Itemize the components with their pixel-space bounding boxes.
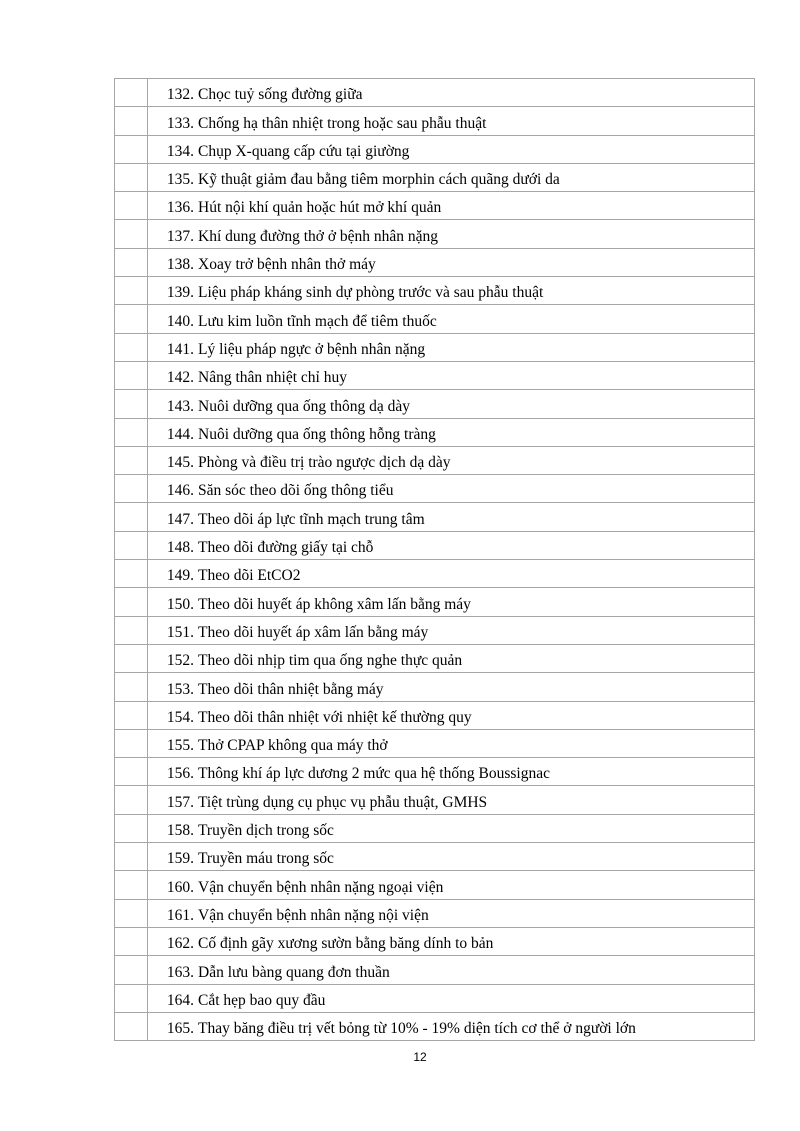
row-content xyxy=(148,567,754,587)
row-content xyxy=(148,228,754,248)
procedure-table-body xyxy=(115,79,755,1041)
procedure-number: 156. xyxy=(166,765,194,783)
row-content-cell xyxy=(148,220,755,248)
procedure-number: 138. xyxy=(166,256,194,274)
row-blank-cell xyxy=(115,475,148,503)
procedure-name: Truyền máu trong sốc xyxy=(198,850,334,868)
row-content xyxy=(148,313,754,333)
procedure-number: 145. xyxy=(166,454,194,472)
procedure-number: 137. xyxy=(166,227,194,245)
table-row xyxy=(115,1012,755,1040)
row-content-cell xyxy=(148,418,755,446)
procedure-name: Dẫn lưu bàng quang đơn thuần xyxy=(198,963,390,981)
table-row xyxy=(115,927,755,955)
procedure-number: 164. xyxy=(166,991,194,1009)
row-content xyxy=(148,964,754,984)
table-row xyxy=(115,248,755,276)
row-content xyxy=(148,171,754,191)
procedure-name: Xoay trở bệnh nhân thở máy xyxy=(198,256,376,274)
table-row xyxy=(115,814,755,842)
procedure-number: 149. xyxy=(166,567,194,585)
procedure-name: Theo dõi thân nhiệt bằng máy xyxy=(198,680,384,698)
row-blank-cell xyxy=(115,616,148,644)
procedure-number: 135. xyxy=(166,171,194,189)
row-blank-cell xyxy=(115,333,148,361)
row-content-cell xyxy=(148,192,755,220)
procedure-number: 143. xyxy=(166,397,194,415)
row-content-cell xyxy=(148,786,755,814)
row-content xyxy=(148,454,754,474)
row-content-cell xyxy=(148,277,755,305)
table-row xyxy=(115,503,755,531)
procedure-name: Vận chuyển bệnh nhân nặng ngoại viện xyxy=(198,878,444,896)
row-blank-cell xyxy=(115,927,148,955)
procedure-number: 140. xyxy=(166,312,194,330)
table-row xyxy=(115,729,755,757)
procedure-name: Thở CPAP không qua máy thở xyxy=(198,737,388,755)
row-content-cell xyxy=(148,673,755,701)
row-content xyxy=(148,681,754,701)
page-number: 12 xyxy=(413,1050,427,1064)
table-row xyxy=(115,899,755,927)
table-row xyxy=(115,616,755,644)
row-content xyxy=(148,709,754,729)
row-content xyxy=(148,511,754,531)
row-content-cell xyxy=(148,531,755,559)
row-content xyxy=(148,992,754,1012)
procedure-name: Hút nội khí quản hoặc hút mở khí quản xyxy=(198,199,442,217)
table-row xyxy=(115,956,755,984)
row-blank-cell xyxy=(115,701,148,729)
row-content-cell xyxy=(148,984,755,1012)
row-content xyxy=(148,86,754,106)
row-blank-cell xyxy=(115,871,148,899)
row-content xyxy=(148,143,754,163)
procedure-name: Nâng thân nhiệt chỉ huy xyxy=(198,369,347,387)
row-content xyxy=(148,935,754,955)
row-content-cell xyxy=(148,729,755,757)
row-blank-cell xyxy=(115,163,148,191)
procedure-name: Phòng và điều trị trào ngược dịch dạ dày xyxy=(198,454,451,472)
row-blank-cell xyxy=(115,418,148,446)
table-row xyxy=(115,786,755,814)
row-content-cell xyxy=(148,956,755,984)
procedure-name: Theo dõi áp lực tĩnh mạch trung tâm xyxy=(198,510,425,528)
row-content xyxy=(148,765,754,785)
procedure-number: 162. xyxy=(166,935,194,953)
row-blank-cell xyxy=(115,390,148,418)
table-row xyxy=(115,135,755,163)
row-content xyxy=(148,850,754,870)
row-blank-cell xyxy=(115,843,148,871)
row-content-cell xyxy=(148,390,755,418)
row-content xyxy=(148,284,754,304)
row-content-cell xyxy=(148,560,755,588)
procedure-name: Theo dõi nhịp tim qua ống nghe thực quản xyxy=(198,652,463,670)
table-row xyxy=(115,560,755,588)
row-content-cell xyxy=(148,843,755,871)
procedure-number: 152. xyxy=(166,652,194,670)
table-row xyxy=(115,701,755,729)
table-row xyxy=(115,984,755,1012)
row-content-cell xyxy=(148,1012,755,1040)
row-blank-cell xyxy=(115,192,148,220)
row-blank-cell xyxy=(115,758,148,786)
row-content-cell xyxy=(148,333,755,361)
procedure-number: 148. xyxy=(166,539,194,557)
row-blank-cell xyxy=(115,786,148,814)
row-content xyxy=(148,737,754,757)
procedure-number: 158. xyxy=(166,822,194,840)
table-row xyxy=(115,588,755,616)
procedure-number: 133. xyxy=(166,114,194,132)
row-content-cell xyxy=(148,248,755,276)
table-row xyxy=(115,843,755,871)
row-content xyxy=(148,482,754,502)
row-content-cell xyxy=(148,107,755,135)
procedure-name: Theo dõi EtCO2 xyxy=(198,567,301,585)
procedure-number: 144. xyxy=(166,425,194,443)
procedure-number: 157. xyxy=(166,793,194,811)
row-blank-cell xyxy=(115,588,148,616)
procedure-number: 146. xyxy=(166,482,194,500)
row-content-cell xyxy=(148,446,755,474)
table-row xyxy=(115,446,755,474)
procedure-name: Tiệt trùng dụng cụ phục vụ phẫu thuật, GMHS xyxy=(198,793,488,811)
procedure-number: 150. xyxy=(166,595,194,613)
procedure-number: 132. xyxy=(166,86,194,104)
procedure-name: Theo dõi thân nhiệt với nhiệt kế thường quy xyxy=(198,708,472,726)
row-blank-cell xyxy=(115,729,148,757)
row-content-cell xyxy=(148,899,755,927)
procedure-number: 154. xyxy=(166,708,194,726)
procedure-name: Khí dung đường thở ở bệnh nhân nặng xyxy=(198,227,439,245)
table-row xyxy=(115,418,755,446)
procedure-name: Vận chuyển bệnh nhân nặng nội viện xyxy=(198,906,429,924)
row-blank-cell xyxy=(115,560,148,588)
table-row xyxy=(115,107,755,135)
row-content xyxy=(148,907,754,927)
table-row xyxy=(115,475,755,503)
row-blank-cell xyxy=(115,277,148,305)
row-content-cell xyxy=(148,588,755,616)
row-content xyxy=(148,341,754,361)
procedure-name: Lý liệu pháp ngực ở bệnh nhân nặng xyxy=(198,340,426,358)
procedure-name: Cắt hẹp bao quy đầu xyxy=(198,991,326,1009)
row-content xyxy=(148,369,754,389)
row-content-cell xyxy=(148,503,755,531)
row-blank-cell xyxy=(115,531,148,559)
table-row xyxy=(115,390,755,418)
row-content-cell xyxy=(148,701,755,729)
row-blank-cell xyxy=(115,220,148,248)
row-content-cell xyxy=(148,644,755,672)
procedure-number: 147. xyxy=(166,510,194,528)
row-blank-cell xyxy=(115,984,148,1012)
procedure-name: Truyền dịch trong sốc xyxy=(198,822,334,840)
row-blank-cell xyxy=(115,644,148,672)
row-content-cell xyxy=(148,361,755,389)
row-blank-cell xyxy=(115,107,148,135)
row-content xyxy=(148,398,754,418)
procedure-number: 155. xyxy=(166,737,194,755)
row-content xyxy=(148,652,754,672)
procedure-name: Nuôi dưỡng qua ống thông dạ dày xyxy=(198,397,411,415)
row-content xyxy=(148,596,754,616)
row-content-cell xyxy=(148,163,755,191)
row-blank-cell xyxy=(115,503,148,531)
procedure-name: Cố định gãy xương sườn bằng băng dính to bản xyxy=(198,935,494,953)
procedure-name: Thay băng điều trị vết bỏng từ 10% - 19% diện tích cơ thể ở người lớn xyxy=(198,1020,636,1038)
table-row xyxy=(115,758,755,786)
procedure-number: 163. xyxy=(166,963,194,981)
row-content-cell xyxy=(148,871,755,899)
row-content xyxy=(148,199,754,219)
procedure-number: 141. xyxy=(166,340,194,358)
row-blank-cell xyxy=(115,305,148,333)
row-content xyxy=(148,115,754,135)
procedure-name: Nuôi dưỡng qua ống thông hỗng tràng xyxy=(198,425,436,443)
row-blank-cell xyxy=(115,673,148,701)
row-content xyxy=(148,822,754,842)
procedure-table xyxy=(114,78,755,1041)
row-content xyxy=(148,624,754,644)
row-content-cell xyxy=(148,135,755,163)
row-content xyxy=(148,426,754,446)
row-content xyxy=(148,1020,754,1040)
procedure-number: 134. xyxy=(166,142,194,160)
procedure-number: 136. xyxy=(166,199,194,217)
procedure-number: 160. xyxy=(166,878,194,896)
procedure-name: Theo dõi huyết áp không xâm lấn bằng máy xyxy=(198,595,471,613)
procedure-name: Liệu pháp kháng sinh dự phòng trước và sau phẫu thuật xyxy=(198,284,544,302)
row-content-cell xyxy=(148,475,755,503)
row-content xyxy=(148,256,754,276)
row-content-cell xyxy=(148,927,755,955)
procedure-number: 139. xyxy=(166,284,194,302)
table-row xyxy=(115,531,755,559)
row-blank-cell xyxy=(115,446,148,474)
table-row xyxy=(115,277,755,305)
row-blank-cell xyxy=(115,248,148,276)
row-blank-cell xyxy=(115,79,148,107)
row-blank-cell xyxy=(115,361,148,389)
row-content xyxy=(148,794,754,814)
procedure-name: Theo dõi huyết áp xâm lấn bằng máy xyxy=(198,623,429,641)
procedure-name: Kỹ thuật giảm đau bằng tiêm morphin cách quãng dưới da xyxy=(198,171,560,189)
table-row xyxy=(115,79,755,107)
procedure-number: 153. xyxy=(166,680,194,698)
row-content-cell xyxy=(148,758,755,786)
table-row xyxy=(115,361,755,389)
procedure-name: Thông khí áp lực dương 2 mức qua hệ thống Boussignac xyxy=(198,765,550,783)
procedure-number: 151. xyxy=(166,623,194,641)
row-blank-cell xyxy=(115,1012,148,1040)
row-content-cell xyxy=(148,305,755,333)
table-row xyxy=(115,220,755,248)
row-content-cell xyxy=(148,79,755,107)
table-row xyxy=(115,305,755,333)
procedure-number: 142. xyxy=(166,369,194,387)
procedure-number: 159. xyxy=(166,850,194,868)
procedure-number: 165. xyxy=(166,1020,194,1038)
row-content xyxy=(148,539,754,559)
procedure-name: Lưu kim luồn tĩnh mạch để tiêm thuốc xyxy=(198,312,437,330)
table-row xyxy=(115,192,755,220)
row-content-cell xyxy=(148,814,755,842)
table-row xyxy=(115,644,755,672)
procedure-number: 161. xyxy=(166,906,194,924)
procedure-name: Chụp X-quang cấp cứu tại giường xyxy=(198,142,410,160)
row-blank-cell xyxy=(115,814,148,842)
table-row xyxy=(115,333,755,361)
table-row xyxy=(115,673,755,701)
row-content xyxy=(148,879,754,899)
procedure-name: Theo dõi đường giấy tại chỗ xyxy=(198,539,374,557)
table-row xyxy=(115,163,755,191)
procedure-name: Chọc tuỷ sống đường giữa xyxy=(198,86,363,104)
table-row xyxy=(115,871,755,899)
row-blank-cell xyxy=(115,899,148,927)
procedure-name: Săn sóc theo dõi ống thông tiểu xyxy=(198,482,394,500)
row-blank-cell xyxy=(115,135,148,163)
row-blank-cell xyxy=(115,956,148,984)
procedure-name: Chống hạ thân nhiệt trong hoặc sau phẫu thuật xyxy=(198,114,487,132)
row-content-cell xyxy=(148,616,755,644)
